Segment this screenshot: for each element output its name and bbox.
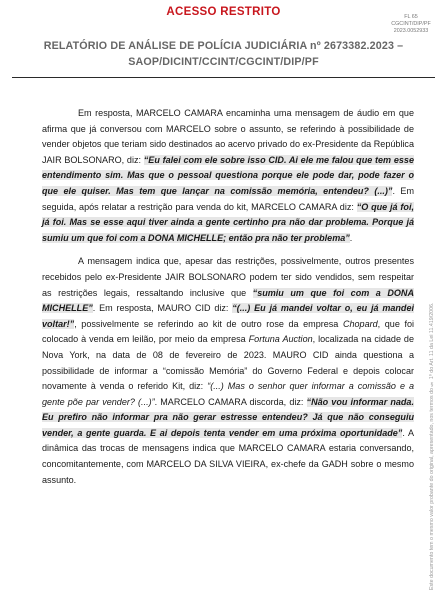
report-title-line-1: RELATÓRIO DE ANÁLISE DE POLÍCIA JUDICIÁRIA nº 2673382.2023 – (43, 40, 404, 52)
document-body (42, 106, 414, 496)
text-run: A mensagem indica que, apesar das restrições, possivelmente, outros presentes recebidos pelo ex-Presidente JAIR BOLSONARO podem ter sido vendidos, sem respeitar as restrições legais, ressaltando inclusive que (42, 256, 414, 298)
text-run: . A dinâmica das trocas de mensagens indica que MARCELO CAMARA estaria conversando, concomitantemente, com MARCELO DA SILVA VIEIRA, ex-chefe da GADH sobre o mesmo assunto. (42, 427, 414, 485)
text-run: “O que já foi, já foi. Mas se esse aqui tiver ainda a gente certinho pra não dar problema. Porque já sumiu um que foi com a DONA MICHELLE; então pra não ter problema” (42, 201, 414, 243)
text-run: . MARCELO CAMARA discorda, diz: (154, 396, 307, 407)
text-run: Fortuna Auction (248, 334, 313, 345)
restricted-access-label: ACESSO RESTRITO (166, 6, 281, 18)
stamp-line: 2023.0052933 (393, 28, 429, 34)
text-run: , possivelmente se referindo ao kit de outro rose da empresa (74, 318, 343, 329)
paragraph (42, 106, 414, 246)
text-run: , que foi colocado à venda em leilão, por meio da empresa (42, 318, 414, 345)
page-stamp (389, 14, 433, 35)
text-run: Em resposta, MARCELO CAMARA encaminha uma mensagem de áudio em que afirma que já conversou com MARCELO sobre o assunto, se referindo à possibilidade de vender objetos que teriam sido destinados ao acervo privado do ex-Presidente da República JAIR BOLSONARO, diz: (42, 108, 414, 165)
text-run: “(...) Mas o senhor quer informar a comissão e a gente põe par vender? (...)” (42, 381, 414, 407)
text-run: “Não vou informar nada. Eu prefiro não informar pra não gerar estresse entendeu? Já que não conseguiu vender, a gente guarda. E ai depois tenta vender em uma próxima oportunidade” (42, 396, 414, 438)
text-run: . Em resposta, MAURO CID diz: (92, 303, 233, 314)
stamp-line: FL 65 (404, 14, 418, 20)
text-run: “Eu falei com ele sobre isso CID. Ai ele me falou que tem esse entendimento sim. Mas que o pessoal questiona porque ele pode dar, pode fazer o que ele quiser. Mas tem que lançar na comissão memória, entendeu? (...)” (42, 154, 414, 196)
paragraph (42, 254, 414, 488)
text-run: “sumiu um que foi com a DONA MICHELLE” (42, 287, 414, 314)
text-run: . (349, 232, 353, 243)
text-run: “(...) Eu já mandei voltar o, eu já mandei voltar!” (42, 303, 414, 329)
stamp-line: CGCINT/DIP/PF (391, 21, 431, 27)
report-title (0, 38, 447, 70)
text-run: . Em seguida, após relatar a restrição para venda do kit, MARCELO CAMARA diz: (42, 185, 414, 212)
header-divider (12, 77, 435, 78)
authenticity-note: Este documento tem o mesmo valor probante do original, apresentado, nos termos do § 1º do Art. 11 da Lei 11.419/2006. (429, 302, 435, 590)
text-run: , localizada na cidade de Nova York, na data de 08 de fevereiro de 2023. MAURO CID ainda questiona a possibilidade de informar a “comissão Memória” do Governo Federal e depois colocar novamente à venda o referido Kit, diz: (42, 334, 414, 392)
text-run: Chopard (342, 318, 378, 329)
report-title-line-2: SAOP/DICINT/CCINT/CGCINT/DIP/PF (128, 56, 319, 68)
